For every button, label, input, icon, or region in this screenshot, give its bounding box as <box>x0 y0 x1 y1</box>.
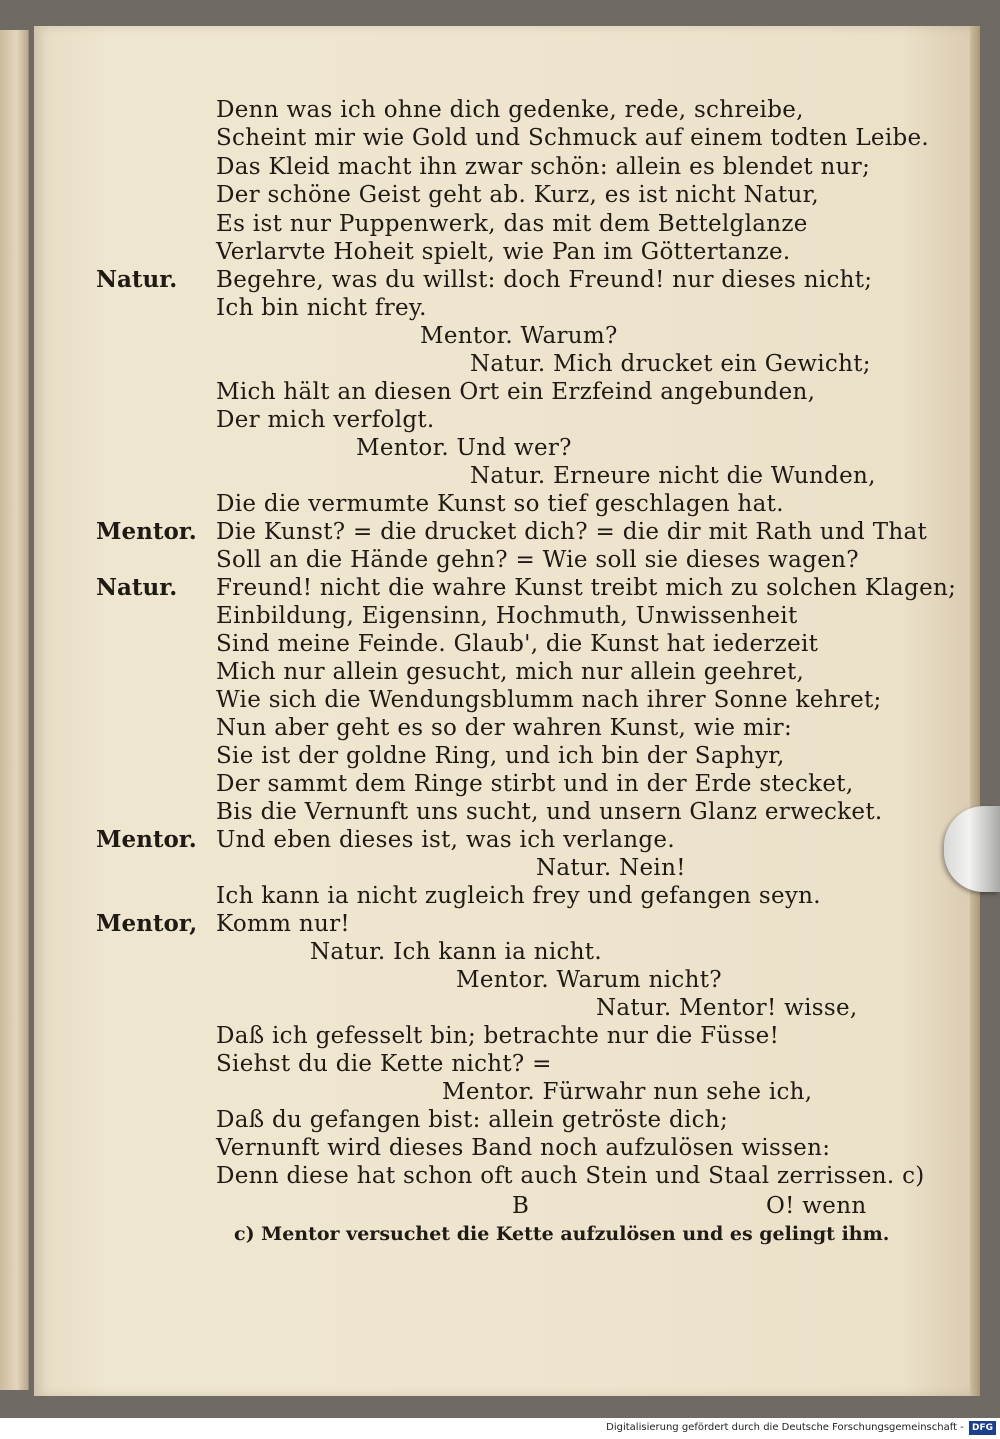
verse-line: Das Kleid macht ihn zwar schön: allein es blendet nur; <box>216 154 871 180</box>
signature-mark: B <box>512 1193 530 1219</box>
page-right-edge <box>970 26 980 1396</box>
verse-line: Ich kann ia nicht zugleich frey und gefangen seyn. <box>216 883 821 909</box>
verse-line: Es ist nur Puppenwerk, das mit dem Bettelglanze <box>216 211 808 237</box>
speaker-natur: Natur. <box>96 574 178 601</box>
verse-line: Natur. Erneure nicht die Wunden, <box>470 463 876 489</box>
verse-line: Bis die Vernunft uns sucht, und unsern Glanz erwecket. <box>216 799 883 825</box>
catchword: O! wenn <box>766 1193 867 1219</box>
verse-line: Wie sich die Wendungsblumm nach ihrer Sonne kehret; <box>216 687 882 713</box>
verse-line: Der sammt dem Ringe stirbt und in der Erde stecket, <box>216 771 854 797</box>
verse-line: Mentor. Warum? <box>420 323 618 349</box>
verse-line: Mich hält an diesen Ort ein Erzfeind angebunden, <box>216 379 816 405</box>
verse-line: Natur. Nein! <box>536 855 686 881</box>
verse-line: Siehst du die Kette nicht? = <box>216 1051 552 1077</box>
verse-line: Einbildung, Eigensinn, Hochmuth, Unwissenheit <box>216 603 798 629</box>
verse-line: Daß du gefangen bist: allein getröste dich; <box>216 1107 729 1133</box>
verse-line: Mentor. Fürwahr nun sehe ich, <box>442 1079 813 1105</box>
verse-line: Soll an die Hände gehn? = Wie soll sie dieses wagen? <box>216 547 859 573</box>
verse-line: Begehre, was du willst: doch Freund! nur dieses nicht; <box>216 267 873 293</box>
digitization-credit <box>606 1421 996 1435</box>
previous-page-edge <box>0 30 29 1390</box>
verse-line: Mich nur allein gesucht, mich nur allein geehret, <box>216 659 805 685</box>
verse-line: Daß ich gefesselt bin; betrachte nur die Füsse! <box>216 1023 780 1049</box>
speaker-mentor: Mentor, <box>96 910 198 937</box>
verse-line: Der mich verfolgt. <box>216 407 435 433</box>
speaker-natur: Natur. <box>96 266 178 293</box>
verse-line: Der schöne Geist geht ab. Kurz, es ist nicht Natur, <box>216 182 819 208</box>
verse-line: Die Kunst? = die drucket dich? = die dir mit Rath und That <box>216 519 928 545</box>
speaker-mentor: Mentor. <box>96 518 197 545</box>
verse-line: Natur. Ich kann ia nicht. <box>310 939 602 965</box>
credit-text: Digitalisierung gefördert durch die Deutsche Forschungsgemeinschaft - <box>606 1422 964 1433</box>
verse-line: Natur. Mich drucket ein Gewicht; <box>470 351 871 377</box>
speaker-mentor: Mentor. <box>96 826 197 853</box>
verse-line: Vernunft wird dieses Band noch aufzulösen wissen: <box>216 1135 831 1161</box>
verse-line: Verlarvte Hoheit spielt, wie Pan im Göttertanze. <box>216 239 791 265</box>
verse-line: Mentor. Warum nicht? <box>456 967 722 993</box>
footnote: c) Mentor versuchet die Kette aufzulösen und es gelingt ihm. <box>234 1223 890 1245</box>
verse-line: Nun aber geht es so der wahren Kunst, wie mir: <box>216 715 793 741</box>
verse-line: Sind meine Feinde. Glaub', die Kunst hat iederzeit <box>216 631 819 657</box>
verse-line: Die die vermumte Kunst so tief geschlagen hat. <box>216 491 784 517</box>
verse-line: Natur. Mentor! wisse, <box>596 995 858 1021</box>
verse-line: Denn diese hat schon oft auch Stein und Staal zerrissen. c) <box>216 1163 925 1189</box>
verse-line: Und eben dieses ist, was ich verlange. <box>216 827 675 853</box>
verse-line: Komm nur! <box>216 911 350 937</box>
verse-line: Scheint mir wie Gold und Schmuck auf einem todten Leibe. <box>216 125 930 151</box>
verse-line: Denn was ich ohne dich gedenke, rede, schreibe, <box>216 97 804 123</box>
verse-line: Freund! nicht die wahre Kunst treibt mich zu solchen Klagen; <box>216 575 957 601</box>
verse-line: Mentor. Und wer? <box>356 435 572 461</box>
verse-line: Sie ist der goldne Ring, und ich bin der Saphyr, <box>216 743 785 769</box>
dfg-logo: DFG <box>969 1421 996 1435</box>
verse-line: Ich bin nicht frey. <box>216 295 427 321</box>
